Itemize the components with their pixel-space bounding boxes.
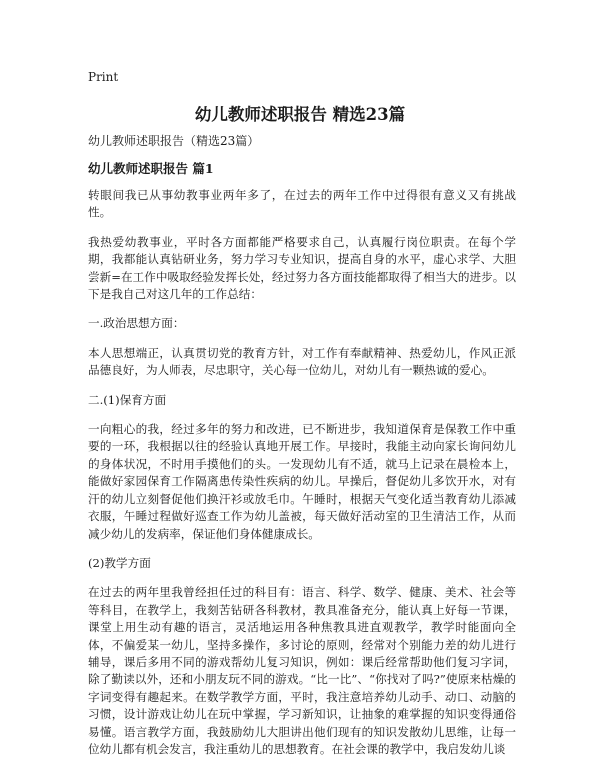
heading-childcare: 二.(1)保育方面 [88, 392, 167, 407]
document-body [88, 133, 516, 756]
heading-politics: 一.政治思想方面： [88, 316, 185, 331]
paragraph-intro: 转眼间我已从事幼教事业两年多了，在过去的两年工作中过得很有意义又有挑战性。 [88, 188, 516, 220]
section-heading: 幼儿教师述职报告 篇1 [88, 161, 214, 176]
print-link[interactable]: Print [88, 70, 119, 84]
paragraph-teaching: 在过去的两年里我曾经担任过的科目有：语言、科学、数学、健康、美术、社会等等科目，在教学上，我刻苦钻研各科教材，教具准备充分，能认真上好每一节课，课堂上用生动有趣的语言，灵活地运用各种焦教具进直观教学，教学时能面向全体，不偏爱某一幼儿，坚持多操作，多讨论的原则，经常对个别能力差的幼儿进行辅导，课后多用不同的游戏帮幼儿复习知识，例如：课后经常帮助他们复习字词，除了勤读以外，还和小朋友玩不同的游戏。“比一比”、“你找对了吗?”使原来枯燥的字词变得有趣起来。在数学教学方面，平时，我注意培养幼儿动手、动口、动脑的习惯，设计游戏让幼儿在玩中掌握，学习新知识，让抽象的难掌握的知识变得通俗易懂。语言教学方面，我鼓励幼儿大胆讲出他们现有的知识发散幼儿思维，让每一位幼儿都有机会发言，我注重幼儿的思想教育。在社会课的教学中，我启发幼儿谈 [88, 585, 516, 756]
paragraph-attitude: 我热爱幼教事业，平时各方面都能严格要求自己，认真履行岗位职责。在每个学期，我都能认真钻研业务，努力学习专业知识，提高自身的水平，虚心求学、大胆尝新=在工作中吸取经验发挥长处，经过努力各方面技能都取得了相当大的进步。以下是我自己对这几年的工作总结： [88, 234, 516, 302]
paragraph-politics: 本人思想端正，认真贯切党的教育方针，对工作有奉献精神、热爱幼儿，作风正派品德良好，为人师表，尽忠职守，关心每一位幼儿，对幼儿有一颗热诚的爱心。 [88, 345, 516, 378]
paragraph-childcare: 一向粗心的我，经过多年的努力和改进，已不断进步，我知道保育是保教工作中重要的一环，我根据以往的经验认真地开展工作。早接时，我能主动向家长询问幼儿的身体状况，不时用手摸他们的头。一发现幼儿有不适，就马上记录在晨检本上，能做好家园保育工作隔离患传染性疾病的幼儿。早操后，督促幼儿多饮开水，对有汗的幼儿立刻督促他们换汗衫或放毛巾。午睡时，根据天气变化适当教育幼儿添减衣服，午睡过程做好巡查工作为幼儿盖被，每天做好活动室的卫生清洁工作，从而减少幼儿的发病率，保证他们身体健康成长。 [88, 422, 516, 541]
document-subtitle: 幼儿教师述职报告（精选23篇） [88, 134, 260, 148]
document-title: 幼儿教师述职报告 精选23篇 [194, 105, 406, 124]
heading-teaching: (2)教学方面 [88, 555, 151, 570]
